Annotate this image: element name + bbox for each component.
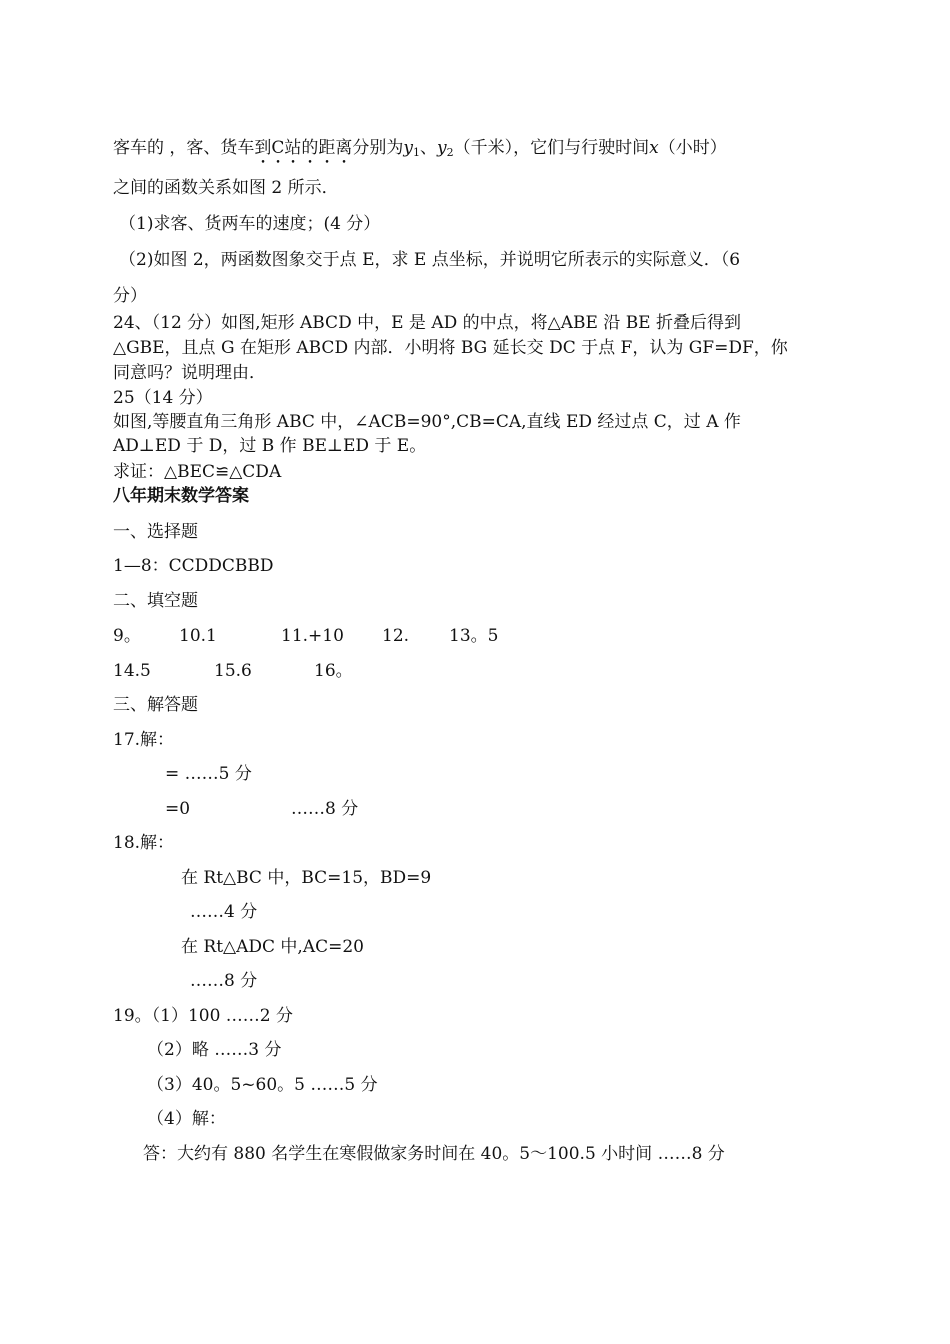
fill-answer: 16。 [314, 661, 353, 681]
answer-19-part-4: （4）解： [147, 1109, 226, 1129]
answer-18-score-1: ……4 分 [190, 902, 258, 922]
section-fill: 二、填空题 [113, 591, 198, 611]
q23-part-2-cont: 分） [113, 286, 147, 306]
answer-19-part-1: 19。（1）100 ……2 分 [113, 1006, 294, 1026]
fill-answer: 12. [382, 626, 410, 646]
fill-answer: 11.+10 [281, 626, 344, 646]
answer-17-step-1: = ……5 分 [165, 764, 252, 784]
q23-text: 分别为 [352, 138, 404, 158]
fill-answer: 14.5 [113, 661, 151, 681]
subscript-1: 1 [413, 146, 421, 159]
fill-answer: 10.1 [179, 626, 217, 646]
q24-line-2: △GBE，且点 G 在矩形 ABCD 内部．小明将 BG 延长交 DC 于点 F，认为 GF=DF，你 [113, 338, 788, 358]
section-choice: 一、选择题 [113, 522, 198, 542]
q24-line-1: 24、（12 分）如图,矩形 ABCD 中，E 是 AD 的中点，将△ABE 沿 BE 折叠后得到 [113, 313, 741, 333]
answer-17-score: ……8 分 [291, 799, 359, 819]
section-solve: 三、解答题 [113, 695, 198, 715]
subscript-2: 2 [446, 146, 454, 159]
answer-17-step-2: =0 [165, 799, 191, 819]
fill-answer: 9。 [113, 626, 141, 646]
answer-18-step-2: 在 Rt△ADC 中,AC=20 [181, 937, 364, 957]
q23-text: （小时） [658, 138, 727, 158]
answer-18-heading: 18.解： [113, 833, 175, 853]
var-y2: y [437, 138, 447, 158]
answer-17-heading: 17.解： [113, 730, 175, 750]
fill-answer: 13。5 [449, 626, 499, 646]
q23-part-2: （2)如图 2，两函数图象交于点 E，求 E 点坐标，并说明它所表示的实际意义．（6 [119, 250, 741, 270]
q23-line-1 [113, 136, 727, 168]
answer-18-step-1: 在 Rt△BC 中，BC=15，BD=9 [181, 868, 432, 888]
q23-text: （千米），它们与行驶时间 [453, 138, 650, 158]
q25-line-2: AD⊥ED 于 D，过 B 作 BE⊥ED 于 E。 [113, 436, 427, 456]
q25-title: 25（14 分） [113, 388, 213, 408]
q24-line-3: 同意吗？说明理由． [113, 363, 266, 383]
q23-part-1: （1)求客、货两车的速度；(4 分） [119, 214, 381, 234]
answer-19-part-2: （2）略 ……3 分 [147, 1040, 282, 1060]
answers-title: 八年期末数学答案 [113, 486, 249, 506]
q25-line-1: 如图,等腰直角三角形 ABC 中，∠ACB=90°,CB=CA,直线 ED 经过点 C，过 A 作 [113, 412, 741, 432]
q23-text: 客车的 ，客、货车 [113, 138, 255, 158]
separator: 、 [420, 138, 438, 158]
answer-19-part-3: （3）40。5~60。5 ……5 分 [147, 1075, 378, 1095]
var-y1: y [403, 138, 414, 158]
fill-answer: 15.6 [214, 661, 252, 681]
answer-18-score-2: ……8 分 [190, 971, 258, 991]
q23-emphasis-text: 到C站的距离 [254, 138, 353, 158]
answer-19-conclusion: 答：大约有 880 名学生在寒假做家务时间在 40。5～100.5 小时间 ……8 分 [143, 1144, 725, 1164]
choice-answers: 1—8：CCDDCBBD [113, 556, 274, 576]
q23-line-2: 之间的函数关系如图 2 所示． [113, 178, 339, 198]
q25-line-3: 求证：△BEC≌△CDA [113, 462, 282, 482]
var-x: x [649, 138, 659, 158]
